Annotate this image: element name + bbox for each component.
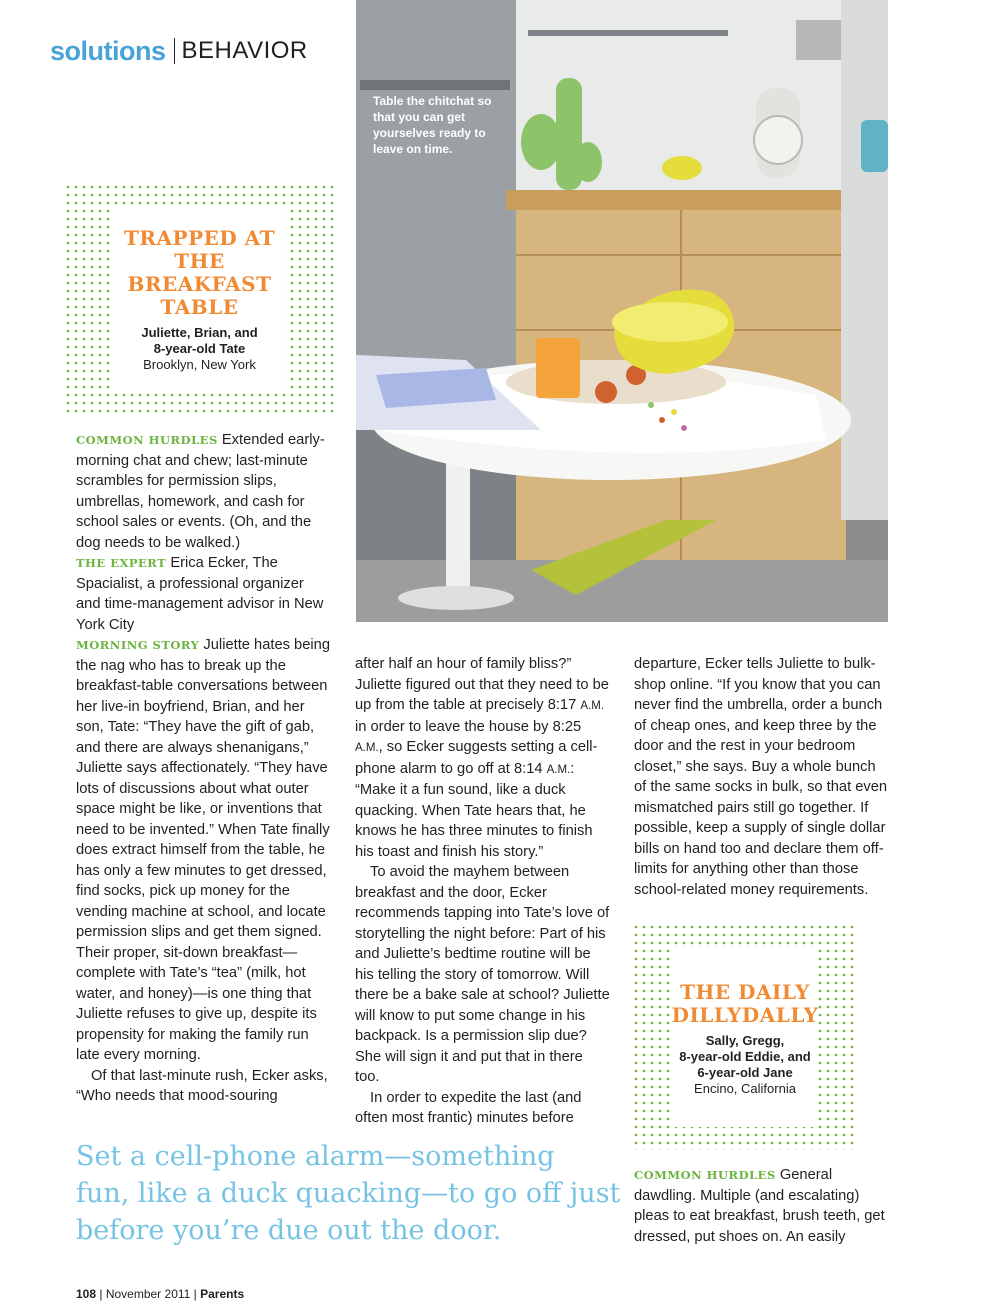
morning-story-text: Juliette hates being the nag who has to break up the breakfast-table conversations between her live-in boyfriend, Brian, and her son, Tate: “They have the gift of gab, and there are always shenanigans,” Juliette says affectionately. “They have lots of discussions about what outer space might be like, or inventions that need to be invented.” When Tate finally does extract himself from the table, he has only a few minutes to get dressed, find socks, pick up money for the vending machine at school, and locate permission slips and get them signed. Their proper, sit-down breakfast—complete with Tate’s “tea” (milk, hot water, and honey)—is one thing that Juliette refuses to give up, despite its propensity for making the family run late every morning. xyxy=(76,637,330,1063)
expert-paragraph xyxy=(76,553,332,635)
trapped-at-table-box xyxy=(66,185,333,413)
time-suffix: A.M. xyxy=(580,700,605,712)
expert-label: THE EXPERT xyxy=(76,556,167,570)
box2-title-line: THE DAILY xyxy=(680,980,810,1004)
time-suffix: A.M. xyxy=(546,763,571,776)
box1-names-line: 8-year-old Tate xyxy=(153,341,246,356)
expert-text: Erica Ecker, The Spacialist, a professional organizer and time-management advisor in New York City xyxy=(76,555,324,633)
text-run: , so Ecker suggests setting a cell-phone alarm to go off at xyxy=(355,739,598,777)
box2-names-line: 8-year-old Eddie, and xyxy=(679,1049,811,1064)
common-hurdles-2-paragraph xyxy=(634,1165,890,1247)
column-3-paragraph-1: departure, Ecker tells Juliette to bulk-shop online. “If you know that you can never find the umbrella, order a bunch of cheap ones, and keep three by the door and the rest in your bedroom closet,” she says. Buy a whole bunch of the same socks in bulk, so that even mismatched pairs still go together. If possible, keep a supply of single dollar bills on hand too and declare them off-limits for anything other than those school-related money requirements. xyxy=(634,656,888,898)
pull-quote-line: Set a cell-phone alarm—something xyxy=(76,1141,555,1172)
box1-names-line: Juliette, Brian, and xyxy=(141,325,258,340)
common-hurdles-label: COMMON HURDLES xyxy=(76,433,218,447)
column-3-continued xyxy=(634,1165,890,1247)
footer-divider: | xyxy=(99,1287,106,1301)
time-value: 8:14 xyxy=(513,760,543,777)
common-hurdles-2-text: General dawdling. Multiple (and escalating) pleas to eat breakfast, brush teeth, get dressed, put shoes on. An easily xyxy=(634,1167,885,1245)
column-2 xyxy=(355,654,611,1129)
box1-location: Brooklyn, New York xyxy=(143,357,256,372)
column-2-paragraph-1 xyxy=(355,654,611,862)
time-value: 8:17 xyxy=(547,697,577,713)
issue-date: November 2011 xyxy=(105,1287,191,1301)
box1-title-line: TRAPPED AT xyxy=(124,226,275,250)
text-run: in order to leave the house by xyxy=(355,718,549,735)
box2-names-line: Sally, Gregg, xyxy=(705,1033,785,1048)
photo-caption: Table the chitchat so that you can get yourselves ready to leave on time. xyxy=(373,94,492,156)
box1-title xyxy=(114,227,285,319)
box2-title-line: DILLYDALLY xyxy=(671,1003,819,1027)
box2-family-names xyxy=(662,1033,828,1081)
text-run: after half an hour of family bliss?” Juliette figured out that they need to be up from the table at precisely xyxy=(355,656,609,713)
text-run: : “Make it a fun sound, like a duck quacking. When Tate hears that, he knows he has three minutes to finish his toast and finish his story.” xyxy=(355,760,593,860)
section-label: solutions xyxy=(50,35,166,66)
page-number: 108 xyxy=(76,1287,97,1301)
box2-names-line: 6-year-old Jane xyxy=(697,1065,793,1080)
column-1 xyxy=(76,430,332,1107)
time-suffix: A.M. xyxy=(355,742,379,754)
footer-divider: | xyxy=(193,1287,201,1301)
column-2-paragraph-2: To avoid the mayhem between breakfast and the door, Ecker recommends tapping into Tate’s love of storytelling the night before: Part of his and Juliette’s bedtime routine will be his telling the story of tomorrow. Will there be a bake sale at school? Juliette will know to put some change in his backpack. Is a permission slip due? She will sign it and put that in there too. xyxy=(355,864,610,1085)
box2-title xyxy=(662,981,828,1027)
subsection-label: BEHAVIOR xyxy=(181,37,308,64)
magazine-name: Parents xyxy=(200,1287,245,1301)
box1-title-line: BREAKFAST xyxy=(127,272,272,296)
box1-title-line: THE xyxy=(174,249,225,273)
morning-story-paragraph xyxy=(76,635,332,1066)
section-header xyxy=(50,34,308,68)
pull-quote-line: fun, like a duck quacking—to go off just xyxy=(76,1178,621,1209)
pull-quote xyxy=(76,1138,636,1249)
column-2-paragraph-3: In order to expedite the last (and often most frantic) minutes before xyxy=(355,1089,582,1126)
common-hurdles-text: Extended early-morning chat and chew; last-minute scrambles for permission slips, umbrellas, homework, and cash for school sales or events. (Oh, and the dog needs to be walked.) xyxy=(76,432,325,551)
daily-dillydally-box xyxy=(634,925,856,1150)
box1-title-line: TABLE xyxy=(160,295,239,319)
header-divider xyxy=(174,38,175,64)
common-hurdles-2-label: COMMON HURDLES xyxy=(634,1168,776,1182)
time-value: 8:25 xyxy=(552,718,582,735)
box2-location: Encino, California xyxy=(694,1081,796,1096)
pull-quote-line: before you’re due out the door. xyxy=(76,1215,502,1246)
column-1-last-paragraph: Of that last-minute rush, Ecker asks, “Who needs that mood-souring xyxy=(76,1067,328,1104)
column-3 xyxy=(634,654,890,900)
box1-family-names xyxy=(114,325,285,357)
morning-story-label: MORNING STORY xyxy=(76,638,200,652)
page-footer xyxy=(76,1287,244,1301)
common-hurdles-paragraph xyxy=(76,430,332,553)
